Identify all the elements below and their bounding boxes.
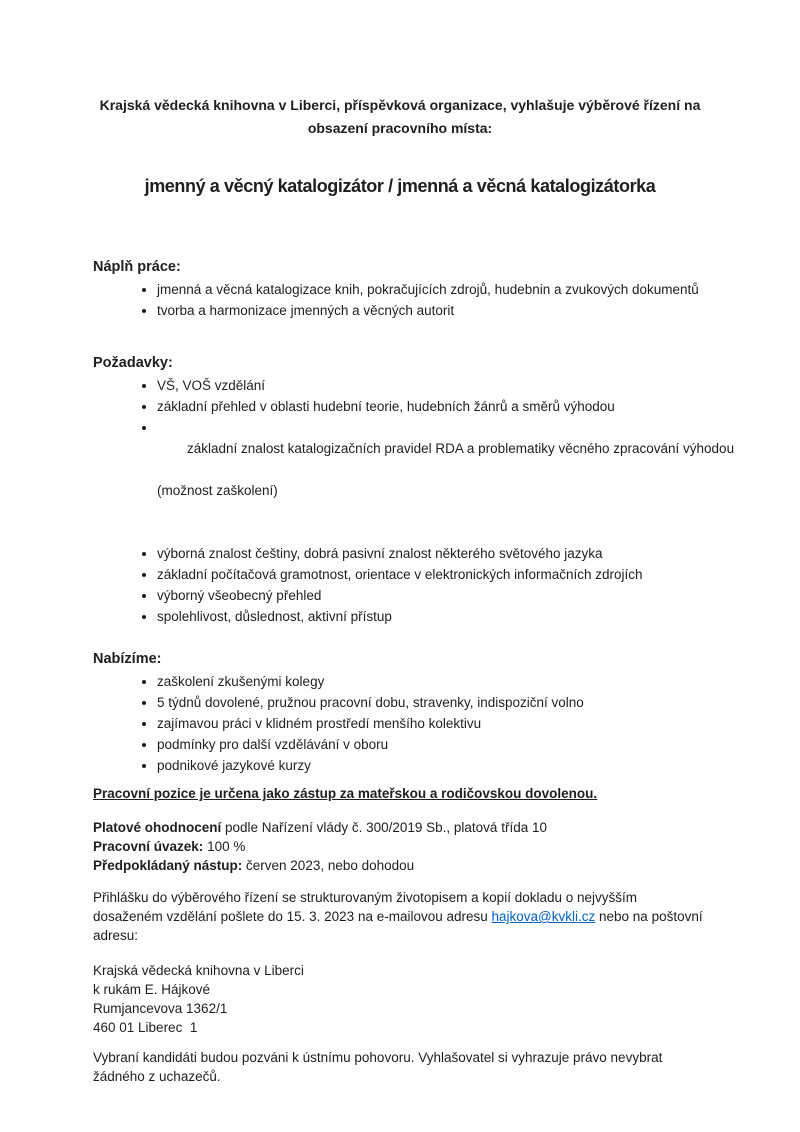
bullet-item <box>157 300 707 321</box>
address-line: 460 01 Liberec 1 <box>93 1020 198 1035</box>
bullet-item <box>157 671 707 692</box>
maternity-cover-notice: Pracovní pozice je určena jako zástup za mateřskou a rodičovskou dovolenou. <box>93 786 598 801</box>
bullet-text: jmenná a věcná katalogizace knih, pokračujících zdrojů, hudebnin a zvukových dokumentů <box>157 282 699 297</box>
bullet-item <box>157 606 707 627</box>
bullet-item <box>157 755 707 776</box>
bullet-text: VŠ, VOŠ vzdělání <box>157 378 266 393</box>
bullet-item <box>157 713 707 734</box>
email-link[interactable]: hajkova@kvkli.cz <box>491 909 596 924</box>
bullet-text: podmínky pro další vzdělávání v oboru <box>157 737 389 752</box>
bullet-text: spolehlivost, důslednost, aktivní přístup <box>157 609 392 624</box>
bullet-text: výborná znalost češtiny, dobrá pasivní znalost některého světového jazyka <box>157 546 603 561</box>
postal-address-block <box>93 961 707 1037</box>
term-value: 100 % <box>203 839 246 854</box>
term-row-workload <box>93 837 707 856</box>
section-heading-pozadavky: Požadavky: <box>93 355 173 371</box>
address-line: k rukám E. Hájkové <box>93 982 211 997</box>
bullet-item <box>157 396 707 417</box>
term-row-salary <box>93 818 707 837</box>
document-header <box>43 94 757 140</box>
section-pozadavky <box>93 353 735 627</box>
job-title: jmenný a věcný katalogizátor / jmenná a věcná katalogizátorka <box>144 176 656 196</box>
closing-paragraph <box>93 1048 707 1086</box>
section-nabizime <box>93 649 707 776</box>
closing-line-2: žádného z uchazečů. <box>93 1069 221 1084</box>
bullet-item <box>157 417 735 543</box>
bullet-text-continuation: (možnost zaškolení) <box>157 483 278 498</box>
section-heading-nabizime: Nabízíme: <box>93 651 162 667</box>
bullet-item <box>157 585 707 606</box>
bullet-item <box>157 279 707 300</box>
bullet-list-napln-prace <box>93 279 707 321</box>
application-line-2 <box>93 907 707 926</box>
term-value: červen 2023, nebo dohodou <box>242 858 415 873</box>
term-label: Platové ohodnocení <box>93 820 222 835</box>
bullet-text: zaškolení zkušenými kolegy <box>157 674 325 689</box>
application-line-2-before: dosaženém vzdělání pošlete do 15. 3. 2023 na e-mailovou adresu <box>93 909 492 924</box>
application-instructions <box>93 888 707 945</box>
bullet-text: výborný všeobecný přehled <box>157 588 322 603</box>
bullet-item <box>157 734 707 755</box>
closing-line-1: Vybraní kandidáti budou pozváni k ústnímu pohovoru. Vyhlašovatel si vyhrazuje právo nevybrat <box>93 1050 663 1065</box>
term-label: Předpokládaný nástup: <box>93 858 243 873</box>
term-row-start-date <box>93 856 707 875</box>
bullet-list-nabizime <box>93 671 707 776</box>
address-line: Rumjancevova 1362/1 <box>93 1001 228 1016</box>
header-line-2: obsazení pracovního místa: <box>307 120 493 136</box>
address-line: Krajská vědecká knihovna v Liberci <box>93 963 304 978</box>
bullet-text: základní přehled v oblasti hudební teorie, hudebních žánrů a směrů výhodou <box>157 399 615 414</box>
bullet-item <box>157 543 707 564</box>
term-label: Pracovní úvazek: <box>93 839 204 854</box>
bullet-text: zajímavou práci v klidném prostředí menšího kolektivu <box>157 716 482 731</box>
term-value: podle Nařízení vlády č. 300/2019 Sb., platová třída 10 <box>221 820 547 835</box>
header-line-1: Krajská vědecká knihovna v Liberci, příspěvková organizace, vyhlašuje výběrové řízení na <box>99 97 701 113</box>
bullet-item <box>157 692 707 713</box>
bullet-text: základní počítačová gramotnost, orientace v elektronických informačních zdrojích <box>157 567 643 582</box>
employment-terms <box>93 818 707 875</box>
application-line-1: Přihlášku do výběrového řízení se strukturovaným životopisem a kopií dokladu o nejvyšším <box>93 890 638 905</box>
bullet-list-pozadavky <box>93 375 735 627</box>
application-line-2-after: nebo na poštovní <box>595 909 703 924</box>
bullet-text: 5 týdnů dovolené, pružnou pracovní dobu, stravenky, indispoziční volno <box>157 695 584 710</box>
bullet-item <box>157 564 707 585</box>
bullet-text: tvorba a harmonizace jmenných a věcných autorit <box>157 303 455 318</box>
bullet-text: základní znalost katalogizačních pravidel RDA a problematiky věcného zpracování výhodou <box>187 441 735 456</box>
bullet-text: podnikové jazykové kurzy <box>157 758 311 773</box>
section-napln-prace <box>93 257 707 321</box>
application-line-3: adresu: <box>93 928 139 943</box>
section-heading-napln-prace: Náplň práce: <box>93 259 181 275</box>
bullet-item <box>157 375 707 396</box>
